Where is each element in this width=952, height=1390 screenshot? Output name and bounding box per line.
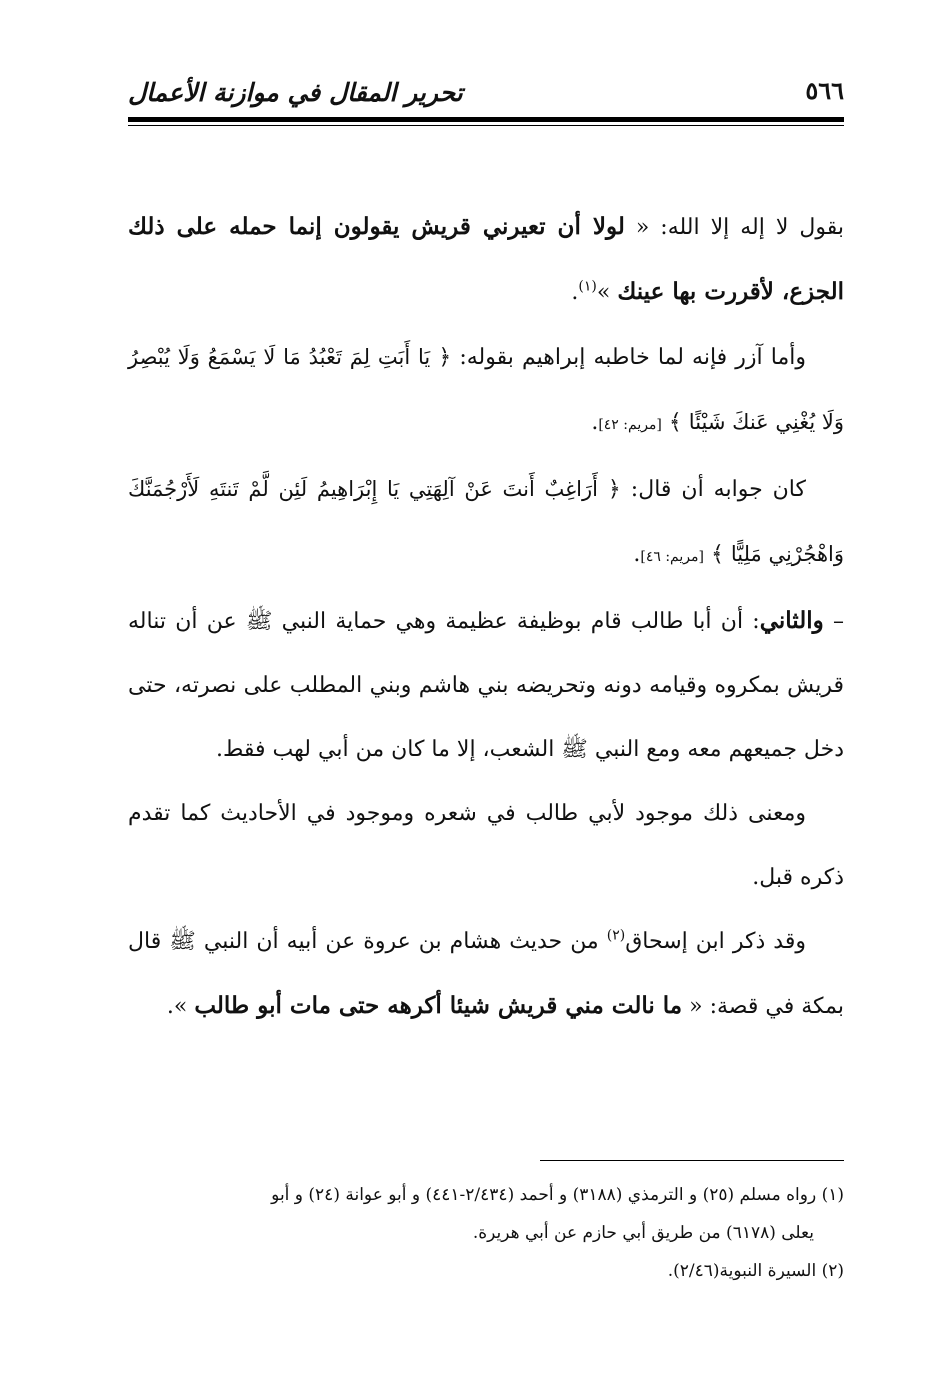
- text-run: كان جوابه أن قال: ﴿: [607, 477, 806, 502]
- quoted-hadith: لولا أن تعيرني قريش يقولون إنما حمله على ذلك الجزع، لأقررت بها عينك: [128, 213, 844, 305]
- footnote-2: (٢) السيرة النبوية(٢/٤٦).: [667, 1261, 844, 1281]
- quran-verse: يَا أَبَتِ لِمَ تَعْبُدُ مَا لَا يَسْمَعُ وَلَا يُبْصِرُ وَلَا يُغْنِي عَنكَ شَيْئًا: [128, 345, 844, 434]
- page-number: ٥٦٦: [805, 76, 844, 105]
- quoted-hadith: ما نالت مني قريش شيئا أكرهه حتى مات أبو طالب: [194, 992, 683, 1019]
- text-run: .: [571, 280, 579, 305]
- footnote-separator: [540, 1160, 844, 1161]
- verse-reference: [مريم: ٤٢]: [598, 417, 662, 433]
- paragraph-3: [128, 457, 844, 589]
- text-run: بقول لا إله إلا الله: «: [635, 215, 844, 240]
- running-title: تحرير المقال في موازنة الأعمال: [128, 78, 463, 107]
- paragraph-1: [128, 195, 844, 325]
- footnote-marker-2: (٢): [606, 927, 626, 944]
- page-header: [128, 74, 844, 114]
- paragraph-5: [128, 782, 844, 910]
- text-run: .: [591, 410, 599, 435]
- text-run: وأما آزر فإنه لما خاطبه إبراهيم بقوله: ﴿: [438, 345, 806, 370]
- text-run: : أن أبا طالب قام بوظيفة عظيمة وهي حماية النبي ﷺ عن أن تناله قريش بمكروه وقيامه دونه وتحريضه بني هاشم وبني المطلب على نصرته، حتى دخل جميعهم معه ومع النبي ﷺ الشعب، إلا ما كان من أبي لهب فقط.: [128, 609, 844, 762]
- text-run: من حديث هشام بن عروة عن أبيه أن النبي ﷺ قال بمكة في قصة: «: [128, 929, 844, 1019]
- point-label: والثاني: [759, 607, 824, 634]
- text-run: ».: [166, 994, 188, 1019]
- footnotes: [128, 1176, 844, 1290]
- text-run: .: [633, 542, 641, 567]
- quran-verse: أَرَاغِبٌ أَنتَ عَنْ آلِهَتِي يَا إِبْرَاهِيمُ لَئِن لَّمْ تَنتَهِ لَأَرْجُمَنَّكَ وَاهْجُرْنِي مَلِيًّا: [128, 477, 844, 566]
- paragraph-6: [128, 910, 844, 1039]
- dash: –: [833, 609, 844, 634]
- header-rule: [128, 117, 844, 126]
- footnote-1-continued: يعلى (٦١٧٨) من طريق أبي حازم عن أبي هريرة.: [472, 1223, 814, 1243]
- text-run: ﴾: [710, 542, 724, 567]
- text-run: ومعنى ذلك موجود لأبي طالب في شعره وموجود في الأحاديث كما تقدم ذكره قبل.: [128, 801, 844, 890]
- paragraph-2: [128, 325, 844, 457]
- footnote-marker-1: (١): [578, 278, 597, 295]
- main-text: [128, 195, 844, 1039]
- footnote-1: (١) رواه مسلم (٢٥) و الترمذي (٣١٨٨) و أحمد (٢/٤٣٤-٤٤١) و أبو عوانة (٢٤) و أبو: [271, 1185, 844, 1205]
- text-run: »: [596, 280, 611, 305]
- text-run: وقد ذكر ابن إسحاق: [625, 929, 806, 954]
- text-run: ﴾: [668, 410, 682, 435]
- verse-reference: [مريم: ٤٦]: [640, 549, 704, 565]
- paragraph-4: [128, 589, 844, 782]
